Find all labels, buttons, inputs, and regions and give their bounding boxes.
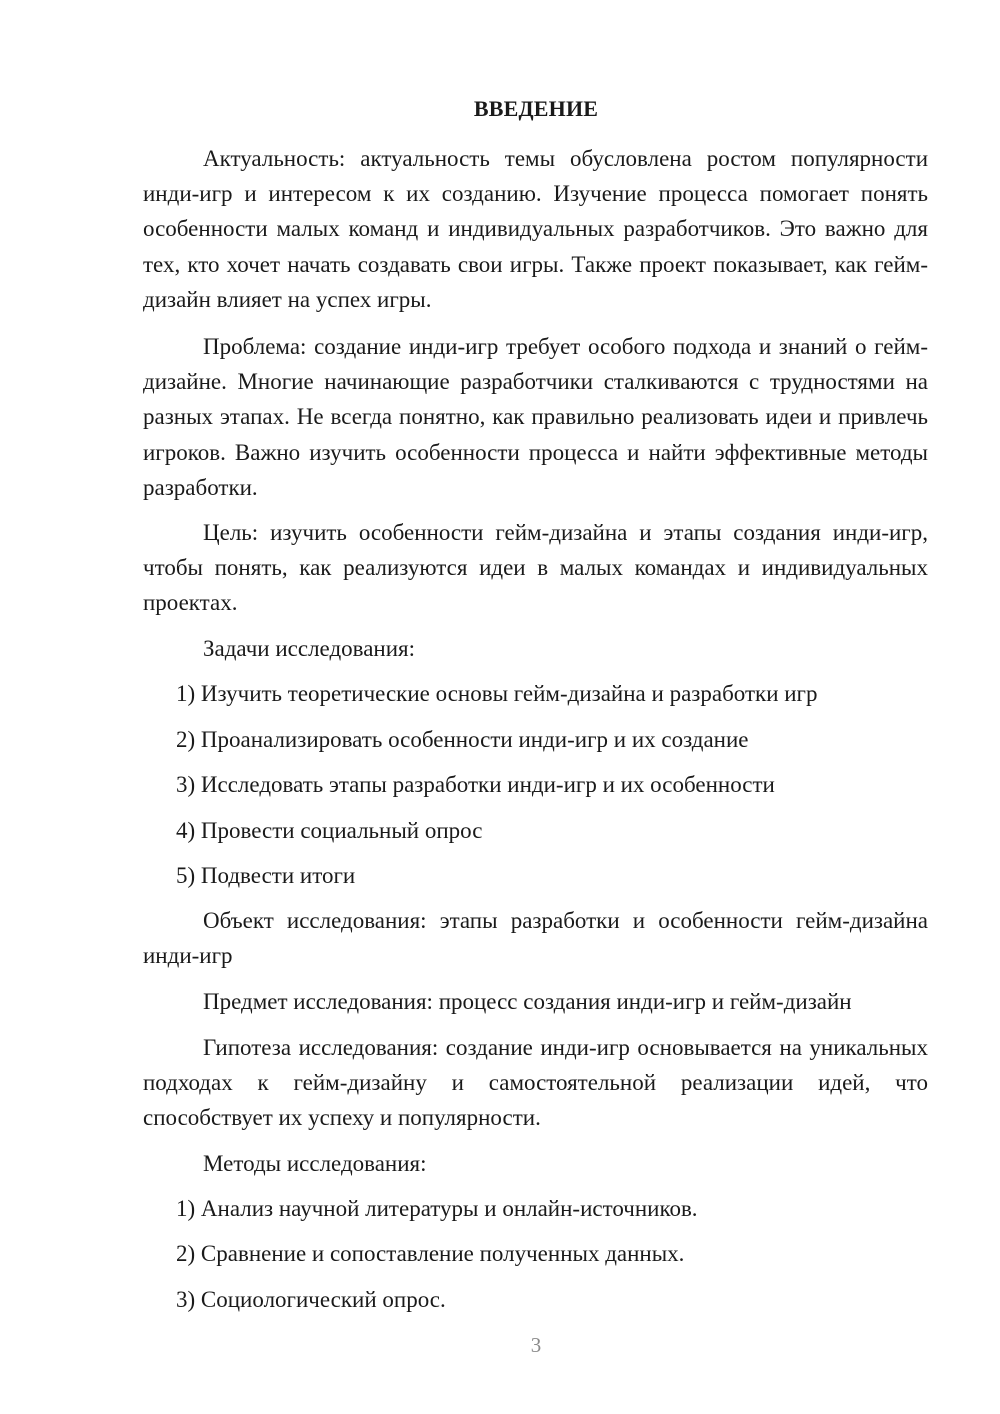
relevance-paragraph: Актуальность: актуальность темы обусловлена ростом популярности инди-игр и интересом к их созданию. Изучение процесса помогает понять особенности малых команд и индивидуальных разработчиков. Это важно для тех, кто хочет начать создавать свои игры. Также проект показывает, как гейм-дизайн влияет на успех игры.: [143, 146, 928, 312]
task-item: 3) Исследовать этапы разработки инди-игр и их особенности: [176, 772, 775, 797]
goal-paragraph: Цель: изучить особенности гейм-дизайна и этапы создания инди-игр, чтобы понять, как реализуются идеи в малых командах и индивидуальных проектах.: [143, 520, 928, 616]
method-item: 2) Сравнение и сопоставление полученных данных.: [176, 1241, 685, 1266]
task-item: 1) Изучить теоретические основы гейм-дизайна и разработки игр: [176, 681, 818, 706]
method-item: 1) Анализ научной литературы и онлайн-источников.: [176, 1196, 698, 1221]
subject-paragraph: Предмет исследования: процесс создания инди-игр и гейм-дизайн: [203, 989, 852, 1014]
method-item: 3) Социологический опрос.: [176, 1287, 446, 1312]
hypothesis-paragraph: Гипотеза исследования: создание инди-игр основывается на уникальных подходах к гейм-дизайну и самостоятельной реализации идей, что способствует их успеху и популярности.: [143, 1035, 928, 1131]
task-item: 5) Подвести итоги: [176, 863, 356, 888]
methods-heading: Методы исследования:: [203, 1151, 427, 1176]
task-item: 4) Провести социальный опрос: [176, 818, 483, 843]
problem-paragraph: Проблема: создание инди-игр требует особого подхода и знаний о гейм-дизайне. Многие начинающие разработчики сталкиваются с трудностями на разных этапах. Не всегда понятно, как правильно реализовать идеи и привлечь игроков. Важно изучить особенности процесса и найти эффективные методы разработки.: [143, 334, 928, 500]
task-item: 2) Проанализировать особенности инди-игр и их создание: [176, 727, 749, 752]
page-title: ВВЕДЕНИЕ: [473, 96, 599, 121]
page-number: 3: [530, 1333, 542, 1357]
object-paragraph: Объект исследования: этапы разработки и особенности гейм-дизайна инди-игр: [143, 908, 928, 969]
tasks-heading: Задачи исследования:: [203, 636, 416, 661]
